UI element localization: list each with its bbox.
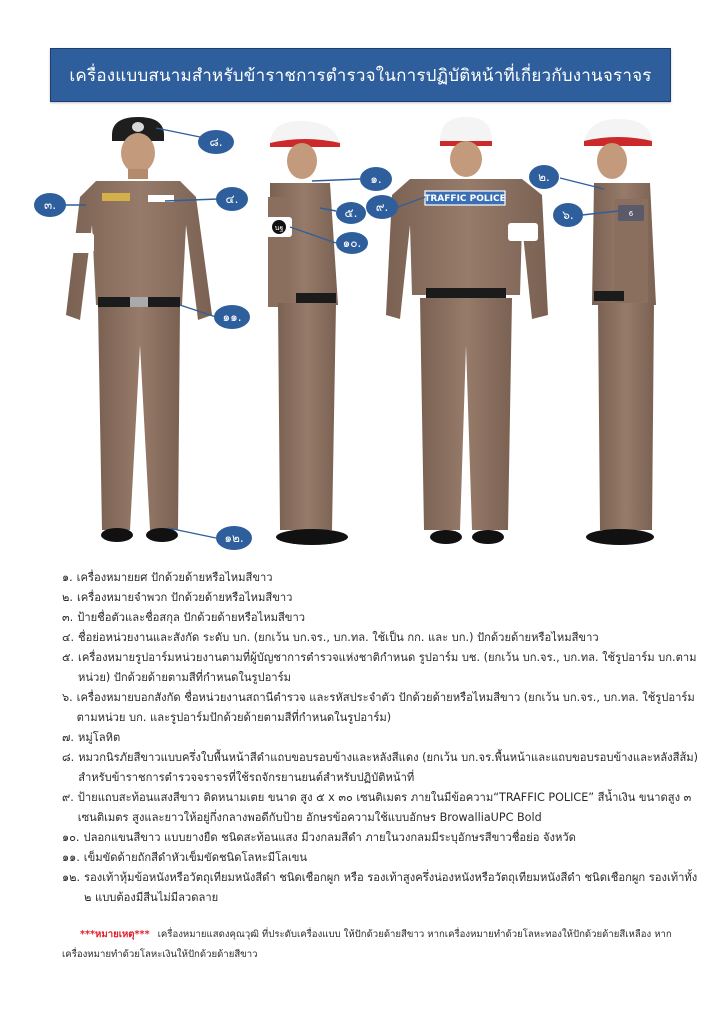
svg-text:๑๒.: ๑๒. — [224, 531, 244, 545]
list-item: ๙. ป้ายแถบสะท้อนแสงสีขาว ติดหนามเตย ขนาด สูง ๕ x ๓๐ เซนติเมตร ภายในมีข้อความ“TRAFFIC POLICE” สีน้ำเงิน ขนาดสูง ๓ เซนติเมตร สูงและยาวให้อยู่กึ่งกลางพอดีกับป้าย อักษรข้อความใช้แบบอักษร BrowalliaUPC Bold — [62, 791, 692, 824]
callout-1 — [360, 167, 392, 191]
list-item: ๑๑. เข็มขัดด้ายถักสีดำหัวเข็มขัดชนิดโลหะมีโลเขน — [62, 851, 308, 864]
list-item: ๖. เครื่องหมายบอกสังกัด ชื่อหน่วยงานสถานีตำรวจ และรหัสประจำตัว ปักด้วยด้ายหรือไหมสีขาว (ยกเว้น บก.จร., บก.ทล. ใช้รูปอาร์มตามหน่วย บก. และรูปอาร์มปักด้วยด้ายตามสีที่กำหนดในรูปอาร์ม) — [62, 691, 695, 724]
list-item: ๑. เครื่องหมายยศ ปักด้วยด้ายหรือไหมสีขาว — [62, 571, 273, 584]
page-title: เครื่องแบบสนามสำหรับข้าราชการตำรวจในการปฏิบัติหน้าที่เกี่ยวกับงานจราจร — [50, 48, 671, 102]
svg-text:๘.: ๘. — [209, 135, 223, 149]
uniform-item-list — [62, 568, 702, 908]
svg-text:๓.: ๓. — [43, 198, 57, 212]
officer-front-figure — [66, 117, 212, 542]
callout-10 — [336, 232, 368, 254]
svg-text:๕.: ๕. — [344, 206, 358, 220]
svg-text:๑๐.: ๑๐. — [342, 236, 362, 250]
list-item: ๑๒. รองเท้าหุ้มข้อหนังหรือวัตถุเทียมหนังสีดำ ชนิดเชือกผูก หรือ รองเท้าสูงครึ่งน่องหนังหรือวัตถุเทียมหนังสีดำ ชนิดเชือกผูก รองเท้าทั้ง ๒ แบบต้องมีสีนไม่มีลวดลาย — [62, 871, 698, 904]
svg-text:๙.: ๙. — [375, 200, 389, 214]
side-badge-label: 6 — [628, 210, 634, 218]
callout-9 — [366, 195, 398, 219]
list-item: ๒. เครื่องหมายจำพวก ปักด้วยด้ายหรือไหมสีขาว — [62, 591, 293, 604]
remark-note — [62, 925, 702, 965]
list-item: ๑๐. ปลอกแขนสีขาว แบบยางยืด ชนิดสะท้อนแสง มีวงกลมสีดำ ภายในวงกลมมีระบุอักษรสีขาวชื่อย่อ จังหวัด — [62, 831, 576, 844]
uniform-figures — [0, 105, 724, 560]
svg-text:๔.: ๔. — [225, 192, 239, 206]
list-item: ๗. หมู่โลหิต — [62, 731, 121, 744]
callout-5 — [336, 202, 366, 224]
officer-back-figure — [386, 117, 548, 544]
callout-3 — [34, 193, 66, 217]
officer-side-left-figure — [266, 121, 348, 545]
callout-2 — [529, 165, 559, 189]
officer-side-right-figure — [584, 119, 656, 545]
back-patch-label: TRAFFIC POLICE — [424, 194, 506, 204]
svg-text:๑.: ๑. — [370, 172, 382, 186]
list-item: ๘. หมวกนิรภัยสีขาวแบบครึ่งใบพื้นหน้าสีดำแถบขอบรอบข้างและหลังสีแดง (ยกเว้น บก.จร.พื้นหน้าและแถบขอบรอบข้างและหลังสีส้ม) สำหรับข้าราชการตำรวจจราจรที่ใช้รถจักรยานยนต์สำหรับปฏิบัติหน้าที่ — [62, 751, 699, 784]
list-item: ๓. ป้ายชื่อตัวและชื่อสกุล ปักด้วยด้ายหรือไหมสีขาว — [62, 611, 306, 624]
remark-text: เครื่องหมายแสดงคุณวุฒิ ที่ประดับเครื่องแบบ ให้ปักด้วยด้ายสีขาว หากเครื่องหมายทำด้วยโลหะทองให้ปักด้วยด้ายสีเหลือง หากเครื่องหมายทำด้วยโลหะเงินให้ปักด้วยด้ายสีขาว — [62, 929, 672, 960]
callout-12 — [216, 526, 252, 550]
callout-6 — [553, 203, 583, 227]
list-item: ๔. ชื่อย่อหน่วยงานและสังกัด ระดับ บก. (ยกเว้น บก.จร., บก.ทล. ใช้เป็น กก. และ บก.) ปักด้วยด้ายหรือไหมสีขาว — [62, 631, 599, 644]
remark-label: ***หมายเหตุ*** — [80, 929, 150, 940]
armband-label: นฐ — [274, 224, 284, 232]
callout-4 — [216, 187, 248, 211]
list-item: ๕. เครื่องหมายรูปอาร์มหน่วยงานตามที่ผู้บัญชาการตำรวจแห่งชาติกำหนด รูปอาร์ม บช. (ยกเว้น บก.จร., บก.ทล. ใช้รูปอาร์ม บก.ตามหน่วย) ปักด้วยด้ายตามสีที่กำหนดในรูปอาร์ม — [62, 651, 697, 684]
callout-8 — [198, 130, 234, 154]
svg-text:๒.: ๒. — [538, 170, 550, 184]
callout-11 — [214, 305, 250, 329]
svg-text:๑๑.: ๑๑. — [222, 310, 242, 324]
svg-text:๖.: ๖. — [562, 208, 574, 222]
